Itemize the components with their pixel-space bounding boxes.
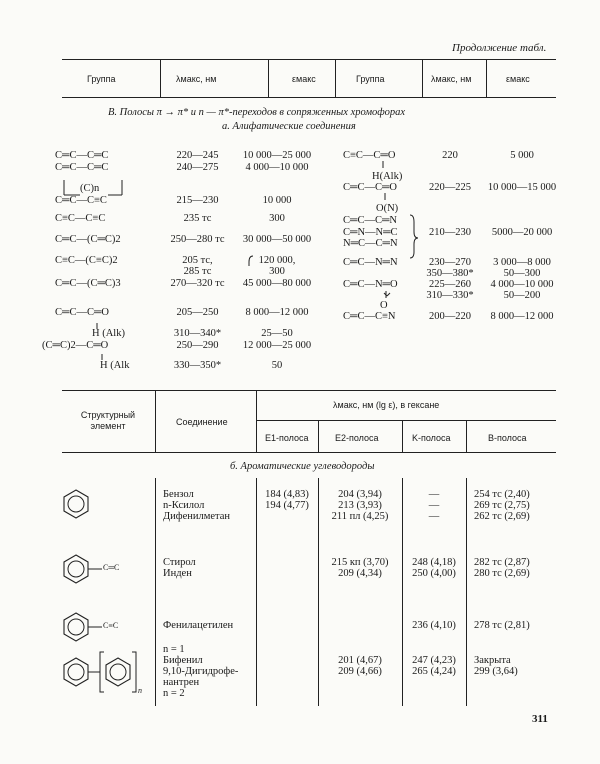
bracket-n-label: n bbox=[138, 686, 142, 695]
aliphatic-lambda: 350—380* bbox=[426, 268, 474, 279]
col-header-group-2: Группа bbox=[356, 74, 385, 84]
aliphatic-group: C═C—C≡C bbox=[55, 195, 107, 206]
compound-name: 9,10-Дигидрофе- bbox=[163, 666, 239, 677]
aliphatic-group: C≡C—C═O bbox=[343, 150, 396, 161]
aliphatic-group: H(Alk) bbox=[372, 171, 403, 182]
k-value: 247 (4,23) bbox=[412, 655, 456, 666]
compound-name: Бифенил bbox=[163, 655, 203, 666]
col-header-k: K-полоса bbox=[412, 433, 451, 443]
phenylacetylene-structure-icon bbox=[64, 613, 102, 641]
aliphatic-eps: 50—200 bbox=[503, 290, 541, 301]
page-header: Продолжение табл. bbox=[452, 42, 547, 54]
benzene-ring-icon bbox=[64, 490, 88, 518]
e1-value: 194 (4,77) bbox=[265, 500, 309, 511]
aliphatic-group: C═C—C═O bbox=[55, 307, 109, 318]
col-header-lambda-2: λмакс, нм bbox=[431, 74, 472, 84]
styrene-tail-label: C═C bbox=[103, 563, 120, 572]
b-value: 262 тс (2,69) bbox=[474, 511, 530, 522]
col-header-group: Группа bbox=[87, 74, 116, 84]
aliphatic-eps: 25—50 bbox=[261, 328, 293, 339]
col-header-lambda-hex: λмакс, нм (lg ε), в гексане bbox=[333, 400, 440, 410]
aliphatic-lambda: 220 bbox=[442, 150, 458, 161]
subsection-title-b: б. Ароматические углеводороды bbox=[230, 461, 375, 472]
e2-value: 209 (4,66) bbox=[338, 666, 382, 677]
aliphatic-group: (C═C)2—C═O bbox=[42, 340, 109, 351]
aliphatic-group: C═C—C≡N bbox=[343, 311, 396, 322]
aliphatic-eps: 8 000—12 000 bbox=[490, 311, 554, 322]
aliphatic-group: C═N—N═C bbox=[343, 227, 398, 238]
e2-value: 201 (4,67) bbox=[338, 655, 382, 666]
aliphatic-group: C≡C—(C≡C)2 bbox=[55, 255, 118, 266]
aliphatic-lambda: 205—250 bbox=[176, 307, 219, 318]
k-value: 250 (4,00) bbox=[412, 568, 456, 579]
aliphatic-group: C═C—C═C bbox=[55, 162, 109, 173]
e2-value: 211 пл (4,25) bbox=[331, 511, 389, 522]
aliphatic-lambda: 250—290 bbox=[176, 340, 219, 351]
section-title: В. Полосы π → π* и n — π*-переходов в сопряженных хромофорах bbox=[108, 107, 406, 118]
subsection-title-a: а. Алифатические соединения bbox=[222, 121, 356, 132]
aliphatic-lambda: 200—220 bbox=[429, 311, 471, 322]
aliphatic-eps: 300 bbox=[269, 213, 285, 224]
aliphatic-group: N═C—C═N bbox=[343, 238, 398, 249]
col-header-eps-2: εмакс bbox=[506, 74, 530, 84]
aliphatic-eps: 3 000—8 000 bbox=[493, 257, 551, 268]
col-header-lambda: λмакс, нм bbox=[176, 74, 217, 84]
aliphatic-group: C═C—C═O bbox=[343, 182, 397, 193]
aliphatic-lambda: 220—245 bbox=[176, 150, 219, 161]
aliphatic-group: C═C—N═O bbox=[343, 279, 398, 290]
page-number: 311 bbox=[532, 713, 548, 725]
col-header-struct: Структурный элемент bbox=[80, 410, 136, 431]
aliphatic-lambda: 310—330* bbox=[426, 290, 474, 301]
aliphatic-eps: 8 000—12 000 bbox=[245, 307, 309, 318]
compound-name: Дифенилметан bbox=[163, 511, 231, 522]
compound-name: Бензол bbox=[163, 489, 194, 500]
aliphatic-eps: 30 000—50 000 bbox=[242, 234, 312, 245]
aliphatic-eps: 45 000—80 000 bbox=[242, 278, 312, 289]
b-value: 254 тс (2,40) bbox=[474, 489, 530, 500]
aliphatic-eps: 10 000—15 000 bbox=[487, 182, 557, 193]
aliphatic-eps: 50—300 bbox=[503, 268, 541, 279]
aliphatic-lambda: 235 тс bbox=[183, 213, 212, 224]
aliphatic-lambda: 230—270 bbox=[429, 257, 471, 268]
aliphatic-group: O(N) bbox=[376, 203, 399, 214]
aliphatic-lambda: 270—320 тс bbox=[170, 278, 225, 289]
acetylene-tail-label: C≡C bbox=[103, 621, 119, 630]
e2-value: 209 (4,34) bbox=[338, 568, 382, 579]
compound-name: Инден bbox=[163, 568, 192, 579]
aliphatic-group: C═C—C═N bbox=[343, 215, 397, 226]
e1-value: 184 (4,83) bbox=[265, 489, 309, 500]
compound-name: нантрен bbox=[163, 677, 200, 688]
aliphatic-lambda: 250—280 тс bbox=[170, 234, 225, 245]
aliphatic-lambda: 220—225 bbox=[429, 182, 471, 193]
k-value: 236 (4,10) bbox=[412, 620, 456, 631]
b-value: 278 тс (2,81) bbox=[474, 620, 530, 631]
aliphatic-eps: 50 bbox=[271, 360, 283, 371]
aliphatic-group: C═C—C═C bbox=[55, 150, 109, 161]
aliphatic-eps: 4 000—10 000 bbox=[245, 162, 309, 173]
e2-value: 213 (3,93) bbox=[338, 500, 382, 511]
aliphatic-eps: 10 000 bbox=[262, 195, 292, 206]
aliphatic-group: C═C—N═N bbox=[343, 257, 398, 268]
k-value: — bbox=[428, 511, 440, 522]
aliphatic-eps: 300 bbox=[269, 266, 285, 277]
b-value: 282 тс (2,87) bbox=[474, 557, 530, 568]
aliphatic-group: C≡C—C≡C bbox=[55, 213, 106, 224]
e2-value: 215 кп (3,70) bbox=[331, 557, 389, 568]
styrene-structure-icon bbox=[64, 555, 102, 583]
aliphatic-eps: 5000—20 000 bbox=[491, 227, 553, 238]
col-header-b: B-полоса bbox=[488, 433, 527, 443]
b-value: 280 тс (2,69) bbox=[474, 568, 530, 579]
compound-name: Стирол bbox=[163, 557, 196, 568]
col-header-e1: E1-полоса bbox=[265, 433, 309, 443]
aliphatic-eps: 120 000, bbox=[258, 255, 296, 266]
aliphatic-eps: 5 000 bbox=[510, 150, 534, 161]
k-value: 265 (4,24) bbox=[412, 666, 456, 677]
aliphatic-lambda: 205 тс, bbox=[182, 255, 213, 266]
b-value: 299 (3,64) bbox=[474, 666, 518, 677]
aliphatic-lambda: 225—260 bbox=[429, 279, 471, 290]
compound-name: n-Ксилол bbox=[163, 500, 205, 511]
col-header-e2: E2-полоса bbox=[335, 433, 379, 443]
aliphatic-group: C═C—(C═C)2 bbox=[55, 234, 121, 245]
compound-name: n = 1 bbox=[163, 644, 185, 655]
e2-value: 204 (3,94) bbox=[338, 489, 382, 500]
aliphatic-group: (C)n bbox=[80, 183, 100, 194]
col-header-eps: εмакс bbox=[292, 74, 316, 84]
k-value: — bbox=[428, 489, 440, 500]
b-value: 269 тс (2,75) bbox=[474, 500, 530, 511]
aliphatic-eps: 12 000—25 000 bbox=[242, 340, 312, 351]
aliphatic-group: O bbox=[380, 300, 388, 311]
aliphatic-group: C═C—(C═C)3 bbox=[55, 278, 121, 289]
k-value: — bbox=[428, 500, 440, 511]
aliphatic-lambda: 310—340* bbox=[173, 328, 222, 339]
col-header-compound: Соединение bbox=[176, 417, 228, 427]
aliphatic-lambda: 215—230 bbox=[176, 195, 219, 206]
aliphatic-lambda: 210—230 bbox=[429, 227, 471, 238]
aliphatic-lambda: 330—350* bbox=[173, 360, 222, 371]
aliphatic-eps: 10 000—25 000 bbox=[242, 150, 312, 161]
aliphatic-lambda: 285 тс bbox=[183, 266, 212, 277]
aliphatic-lambda: 240—275 bbox=[176, 162, 219, 173]
aliphatic-eps: 4 000—10 000 bbox=[490, 279, 554, 290]
compound-name: n = 2 bbox=[163, 688, 185, 699]
aliphatic-group: H (Alk) bbox=[92, 328, 125, 339]
b-value: Закрыта bbox=[474, 655, 511, 666]
k-value: 248 (4,18) bbox=[412, 557, 456, 568]
polyphenyl-structure-icon bbox=[64, 652, 136, 692]
aliphatic-group: H (Alk bbox=[100, 360, 130, 371]
compound-name: Фенилацетилен bbox=[163, 620, 234, 631]
